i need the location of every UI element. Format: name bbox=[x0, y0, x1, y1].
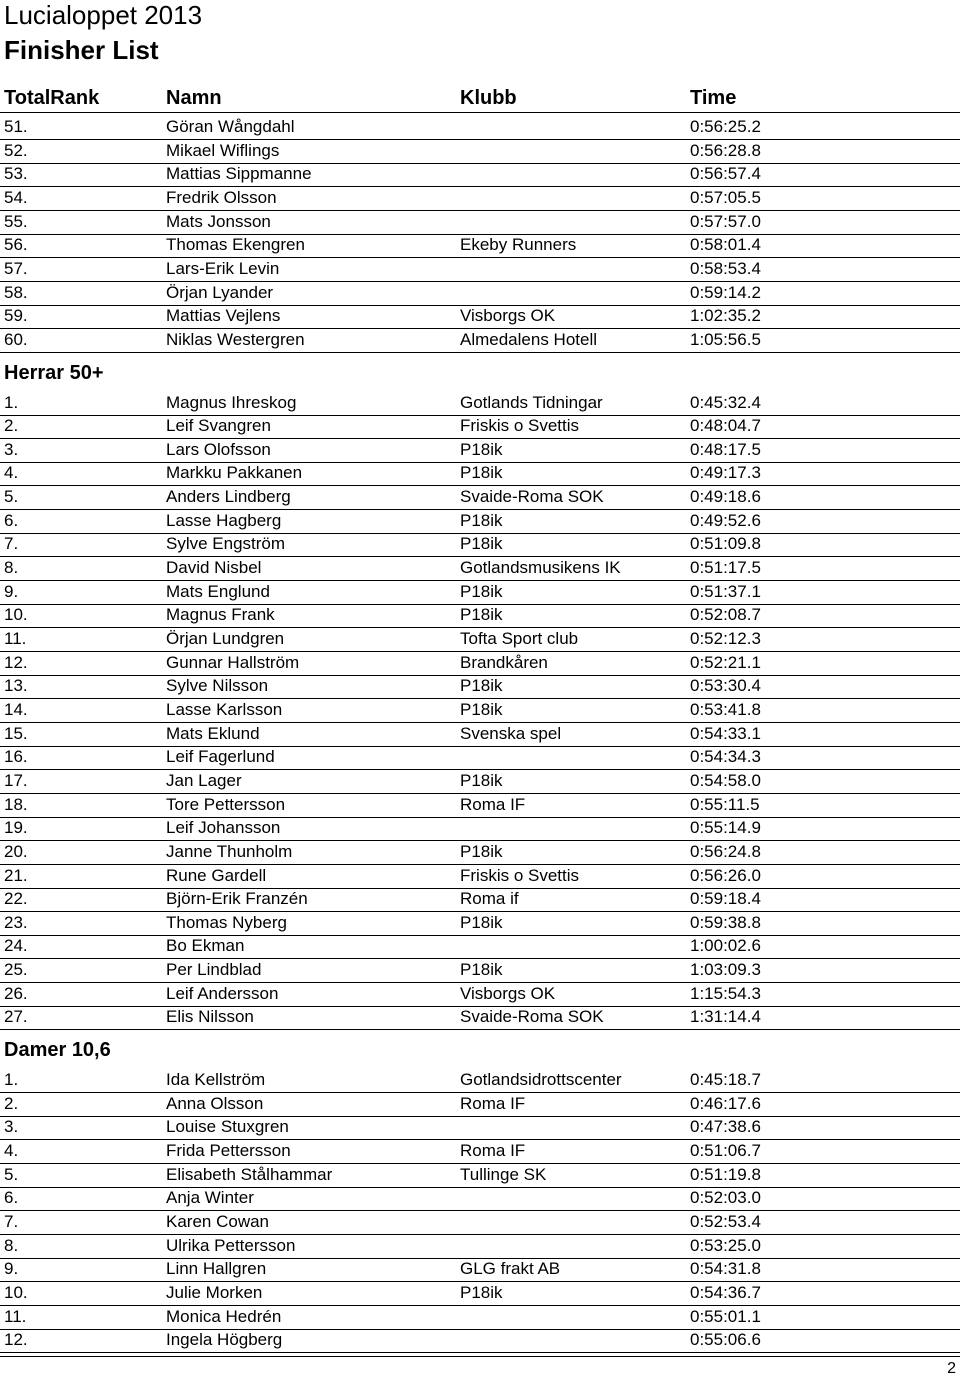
table-row bbox=[0, 841, 960, 865]
table-row bbox=[0, 888, 960, 912]
cell-club: Svaide-Roma SOK bbox=[460, 1007, 604, 1027]
table-row bbox=[0, 581, 960, 605]
cell-name: Lars-Erik Levin bbox=[166, 258, 280, 278]
cell-time: 1:00:02.6 bbox=[690, 936, 761, 956]
cell-club: Tofta Sport club bbox=[460, 629, 579, 648]
cell-name: Ulrika Pettersson bbox=[166, 1235, 296, 1255]
table-row bbox=[0, 415, 960, 439]
cell-club: Visborgs OK bbox=[460, 306, 556, 326]
cell-name: Anja Winter bbox=[166, 1188, 254, 1208]
page-subtitle: Finisher List bbox=[4, 35, 159, 65]
table-row bbox=[0, 211, 960, 235]
table-row bbox=[0, 140, 960, 164]
cell-rank: 24. bbox=[4, 936, 28, 956]
table-row bbox=[0, 557, 960, 581]
cell-time: 0:51:09.8 bbox=[690, 534, 761, 554]
table-row bbox=[0, 604, 960, 628]
cell-club: P18ik bbox=[460, 1282, 503, 1302]
cell-rank: 17. bbox=[4, 770, 28, 790]
cell-rank: 3. bbox=[4, 1117, 19, 1137]
cell-club: Gotlandsmusikens IK bbox=[460, 558, 621, 577]
cell-time: 0:54:58.0 bbox=[690, 770, 761, 790]
page-number: 2 bbox=[947, 1360, 956, 1377]
cell-rank: 51. bbox=[4, 117, 28, 136]
table-row bbox=[0, 116, 960, 140]
cell-club: Friskis o Svettis bbox=[460, 416, 580, 436]
cell-rank: 53. bbox=[4, 164, 28, 184]
cell-name: Gunnar Hallström bbox=[166, 652, 300, 672]
table-row bbox=[0, 1093, 960, 1117]
cell-time: 0:56:28.8 bbox=[690, 140, 761, 160]
cell-rank: 2. bbox=[4, 416, 19, 436]
cell-rank: 23. bbox=[4, 912, 28, 932]
cell-rank: 9. bbox=[4, 1259, 19, 1279]
table-row bbox=[0, 163, 960, 187]
cell-name: Sylve Nilsson bbox=[166, 676, 269, 696]
cell-rank: 8. bbox=[4, 1235, 19, 1255]
table-row bbox=[0, 1306, 960, 1330]
cell-time: 0:52:21.1 bbox=[690, 652, 761, 672]
cell-club: Gotlands Tidningar bbox=[460, 392, 603, 412]
cell-name: Linn Hallgren bbox=[166, 1259, 267, 1279]
cell-rank: 5. bbox=[4, 487, 19, 507]
cell-name: Mikael Wiflings bbox=[166, 140, 280, 160]
cell-name: Anna Olsson bbox=[166, 1093, 264, 1113]
cell-club: P18ik bbox=[460, 605, 503, 625]
cell-rank: 60. bbox=[4, 329, 28, 349]
cell-time: 1:05:56.5 bbox=[690, 329, 761, 349]
table-row bbox=[0, 959, 960, 983]
cell-club: Brandkåren bbox=[460, 652, 548, 672]
cell-time: 1:15:54.3 bbox=[690, 983, 761, 1003]
cell-rank: 11. bbox=[4, 1306, 27, 1326]
cell-club: Roma IF bbox=[460, 1093, 526, 1113]
cell-club: P18ik bbox=[460, 960, 503, 980]
column-header-namn: Namn bbox=[166, 87, 222, 109]
section-title: Damer 10,6 bbox=[4, 1039, 111, 1062]
section-title: Herrar 50+ bbox=[4, 361, 104, 384]
cell-name: Lars Olofsson bbox=[166, 439, 271, 459]
cell-rank: 9. bbox=[4, 581, 19, 601]
cell-time: 0:54:31.8 bbox=[690, 1259, 761, 1279]
cell-name: Lasse Karlsson bbox=[166, 699, 283, 719]
cell-name: Jan Lager bbox=[166, 770, 242, 790]
cell-time: 0:57:05.5 bbox=[690, 188, 761, 207]
cell-name: Elisabeth Stålhammar bbox=[166, 1164, 333, 1184]
cell-time: 0:55:11.5 bbox=[690, 794, 760, 814]
cell-time: 0:56:57.4 bbox=[690, 164, 761, 184]
cell-name: Sylve Engström bbox=[166, 534, 286, 554]
table-row bbox=[0, 510, 960, 534]
cell-rank: 7. bbox=[4, 534, 19, 554]
table-header bbox=[0, 84, 960, 113]
cell-time: 0:49:17.3 bbox=[690, 463, 761, 483]
table-row bbox=[0, 1006, 960, 1030]
cell-time: 0:51:19.8 bbox=[690, 1164, 761, 1184]
cell-time: 0:59:18.4 bbox=[690, 889, 761, 909]
cell-time: 0:58:01.4 bbox=[690, 235, 761, 255]
table-row bbox=[0, 282, 960, 306]
cell-name: Frida Pettersson bbox=[166, 1141, 291, 1160]
cell-time: 0:51:17.5 bbox=[690, 558, 761, 577]
cell-name: Leif Andersson bbox=[166, 983, 279, 1003]
cell-name: Leif Johansson bbox=[166, 818, 281, 838]
cell-rank: 15. bbox=[4, 723, 28, 743]
cell-time: 0:48:17.5 bbox=[690, 439, 761, 459]
cell-name: Tore Pettersson bbox=[166, 794, 286, 814]
cell-rank: 4. bbox=[4, 1141, 19, 1160]
page-title: Lucialoppet 2013 bbox=[4, 0, 203, 30]
cell-time: 0:56:26.0 bbox=[690, 865, 761, 885]
cell-club: P18ik bbox=[460, 841, 503, 861]
cell-time: 0:54:36.7 bbox=[690, 1282, 761, 1302]
cell-rank: 5. bbox=[4, 1164, 19, 1184]
cell-rank: 18. bbox=[4, 794, 28, 814]
cell-name: Thomas Ekengren bbox=[166, 235, 305, 255]
cell-club: Tullinge SK bbox=[460, 1164, 547, 1184]
cell-club: Roma IF bbox=[460, 1141, 526, 1160]
cell-club: Visborgs OK bbox=[460, 983, 556, 1003]
table-row bbox=[0, 723, 960, 747]
table-row bbox=[0, 1069, 960, 1093]
cell-rank: 11. bbox=[4, 629, 27, 648]
cell-club: P18ik bbox=[460, 581, 503, 601]
table-row bbox=[0, 794, 960, 818]
cell-time: 0:59:14.2 bbox=[690, 282, 761, 302]
table-row bbox=[0, 652, 960, 676]
cell-time: 0:54:34.3 bbox=[690, 747, 761, 767]
table-row bbox=[0, 1258, 960, 1282]
cell-club: P18ik bbox=[460, 534, 503, 554]
cell-name: Karen Cowan bbox=[166, 1212, 270, 1231]
cell-club: Svenska spel bbox=[460, 723, 562, 743]
cell-time: 1:31:14.4 bbox=[690, 1007, 761, 1027]
cell-rank: 6. bbox=[4, 510, 19, 530]
cell-club: Roma IF bbox=[460, 794, 526, 814]
cell-rank: 52. bbox=[4, 140, 28, 160]
table-row bbox=[0, 234, 960, 258]
cell-time: 0:52:08.7 bbox=[690, 605, 761, 625]
cell-rank: 26. bbox=[4, 983, 28, 1003]
table-row bbox=[0, 533, 960, 557]
cell-rank: 27. bbox=[4, 1007, 28, 1027]
cell-time: 0:51:37.1 bbox=[690, 581, 761, 601]
table-row bbox=[0, 746, 960, 770]
table-row bbox=[0, 305, 960, 329]
cell-rank: 22. bbox=[4, 889, 28, 909]
cell-time: 0:56:25.2 bbox=[690, 117, 761, 136]
cell-name: Bo Ekman bbox=[166, 936, 245, 956]
cell-rank: 14. bbox=[4, 699, 28, 719]
footer-divider bbox=[0, 1356, 960, 1357]
cell-rank: 25. bbox=[4, 960, 28, 980]
cell-name: Mats Jonsson bbox=[166, 211, 271, 231]
cell-rank: 1. bbox=[4, 392, 19, 412]
table-row bbox=[0, 912, 960, 936]
cell-time: 0:45:18.7 bbox=[690, 1070, 761, 1089]
cell-rank: 21. bbox=[4, 865, 28, 885]
cell-rank: 1. bbox=[4, 1070, 19, 1089]
table-row bbox=[0, 1164, 960, 1188]
cell-club: P18ik bbox=[460, 912, 503, 932]
cell-rank: 55. bbox=[4, 211, 28, 231]
cell-club: P18ik bbox=[460, 699, 503, 719]
cell-name: Julie Morken bbox=[166, 1282, 263, 1302]
cell-rank: 58. bbox=[4, 282, 28, 302]
cell-name: Janne Thunholm bbox=[166, 841, 293, 861]
table-row bbox=[0, 1282, 960, 1306]
table-row bbox=[0, 935, 960, 959]
cell-name: Markku Pakkanen bbox=[166, 463, 303, 483]
cell-time: 0:57:57.0 bbox=[690, 211, 761, 231]
cell-rank: 13. bbox=[4, 676, 28, 696]
cell-name: Mats Englund bbox=[166, 581, 270, 601]
table-row bbox=[0, 817, 960, 841]
cell-club: P18ik bbox=[460, 676, 503, 696]
cell-name: Ida Kellström bbox=[166, 1070, 266, 1089]
table-row bbox=[0, 462, 960, 486]
cell-rank: 20. bbox=[4, 841, 28, 861]
cell-name: Örjan Lyander bbox=[166, 282, 274, 302]
cell-rank: 19. bbox=[4, 818, 28, 838]
cell-time: 0:46:17.6 bbox=[690, 1093, 761, 1113]
cell-time: 0:55:01.1 bbox=[690, 1306, 761, 1326]
table-row bbox=[0, 329, 960, 353]
cell-club: P18ik bbox=[460, 770, 503, 790]
column-header-time: Time bbox=[690, 87, 737, 109]
cell-name: Anders Lindberg bbox=[166, 487, 291, 507]
cell-time: 1:02:35.2 bbox=[690, 306, 761, 326]
cell-time: 0:54:33.1 bbox=[690, 723, 761, 743]
column-header-totalrank: TotalRank bbox=[4, 87, 100, 109]
cell-club: Gotlandsidrottscenter bbox=[460, 1070, 622, 1089]
cell-time: 0:51:06.7 bbox=[690, 1141, 761, 1160]
cell-time: 0:48:04.7 bbox=[690, 416, 761, 436]
cell-rank: 12. bbox=[4, 652, 28, 672]
cell-rank: 7. bbox=[4, 1212, 19, 1231]
cell-club: P18ik bbox=[460, 439, 503, 459]
cell-rank: 3. bbox=[4, 439, 19, 459]
table-row bbox=[0, 439, 960, 463]
cell-name: Ingela Högberg bbox=[166, 1330, 283, 1350]
cell-name: Per Lindblad bbox=[166, 960, 262, 980]
cell-time: 0:47:38.6 bbox=[690, 1117, 761, 1137]
cell-club: Ekeby Runners bbox=[460, 235, 577, 255]
table-row bbox=[0, 392, 960, 416]
cell-club: GLG frakt AB bbox=[460, 1259, 561, 1279]
cell-club: P18ik bbox=[460, 463, 503, 483]
table-row bbox=[0, 1140, 960, 1164]
cell-name: Elis Nilsson bbox=[166, 1007, 254, 1027]
cell-rank: 4. bbox=[4, 463, 19, 483]
table-row bbox=[0, 1116, 960, 1140]
cell-rank: 8. bbox=[4, 558, 19, 577]
cell-name: Fredrik Olsson bbox=[166, 188, 277, 207]
cell-time: 1:03:09.3 bbox=[690, 960, 761, 980]
cell-club: Friskis o Svettis bbox=[460, 865, 580, 885]
cell-time: 0:45:32.4 bbox=[690, 392, 761, 412]
table-row bbox=[0, 1235, 960, 1259]
table-row bbox=[0, 983, 960, 1007]
cell-name: Thomas Nyberg bbox=[166, 912, 287, 932]
cell-time: 0:49:18.6 bbox=[690, 487, 761, 507]
cell-rank: 12. bbox=[4, 1330, 28, 1350]
table-row bbox=[0, 187, 960, 211]
cell-time: 0:56:24.8 bbox=[690, 841, 761, 861]
cell-name: Magnus Ihreskog bbox=[166, 392, 297, 412]
cell-name: Mattias Sippmanne bbox=[166, 164, 312, 184]
cell-time: 0:52:03.0 bbox=[690, 1188, 761, 1208]
table-row bbox=[0, 865, 960, 889]
cell-name: Göran Wångdahl bbox=[166, 117, 295, 136]
table-row bbox=[0, 1329, 960, 1353]
cell-time: 0:55:06.6 bbox=[690, 1330, 761, 1350]
cell-name: Lasse Hagberg bbox=[166, 510, 282, 530]
table-row bbox=[0, 770, 960, 794]
table-row bbox=[0, 258, 960, 282]
table-row bbox=[0, 1211, 960, 1235]
cell-time: 0:53:25.0 bbox=[690, 1235, 761, 1255]
cell-name: Björn-Erik Franzén bbox=[166, 889, 308, 909]
cell-name: Mats Eklund bbox=[166, 723, 260, 743]
cell-time: 0:53:30.4 bbox=[690, 676, 761, 696]
cell-rank: 10. bbox=[4, 1282, 28, 1302]
cell-name: Niklas Westergren bbox=[166, 329, 305, 349]
cell-time: 0:59:38.8 bbox=[690, 912, 761, 932]
cell-rank: 57. bbox=[4, 258, 28, 278]
cell-time: 0:55:14.9 bbox=[690, 818, 761, 838]
cell-rank: 54. bbox=[4, 188, 28, 207]
table-row bbox=[0, 628, 960, 652]
cell-name: Örjan Lundgren bbox=[166, 629, 285, 648]
cell-rank: 16. bbox=[4, 747, 28, 767]
cell-club: P18ik bbox=[460, 510, 503, 530]
table-row bbox=[0, 675, 960, 699]
cell-time: 0:52:53.4 bbox=[690, 1212, 761, 1231]
cell-name: Louise Stuxgren bbox=[166, 1117, 289, 1137]
table-row bbox=[0, 1187, 960, 1211]
cell-name: Magnus Frank bbox=[166, 605, 275, 625]
cell-rank: 2. bbox=[4, 1093, 19, 1113]
cell-name: Monica Hedrén bbox=[166, 1306, 282, 1326]
cell-rank: 59. bbox=[4, 306, 28, 326]
cell-rank: 6. bbox=[4, 1188, 19, 1208]
cell-rank: 56. bbox=[4, 235, 28, 255]
cell-name: Mattias Vejlens bbox=[166, 306, 281, 326]
cell-time: 0:49:52.6 bbox=[690, 510, 761, 530]
cell-time: 0:52:12.3 bbox=[690, 629, 761, 648]
cell-club: Roma if bbox=[460, 889, 519, 909]
cell-name: David Nisbel bbox=[166, 558, 262, 577]
column-header-klubb: Klubb bbox=[460, 87, 517, 109]
cell-club: Almedalens Hotell bbox=[460, 329, 598, 349]
cell-club: Svaide-Roma SOK bbox=[460, 487, 604, 507]
cell-name: Leif Fagerlund bbox=[166, 747, 275, 767]
table-row bbox=[0, 699, 960, 723]
cell-rank: 10. bbox=[4, 605, 28, 625]
cell-time: 0:58:53.4 bbox=[690, 258, 761, 278]
cell-name: Leif Svangren bbox=[166, 416, 271, 436]
cell-name: Rune Gardell bbox=[166, 865, 267, 885]
table-row bbox=[0, 486, 960, 510]
cell-time: 0:53:41.8 bbox=[690, 699, 761, 719]
